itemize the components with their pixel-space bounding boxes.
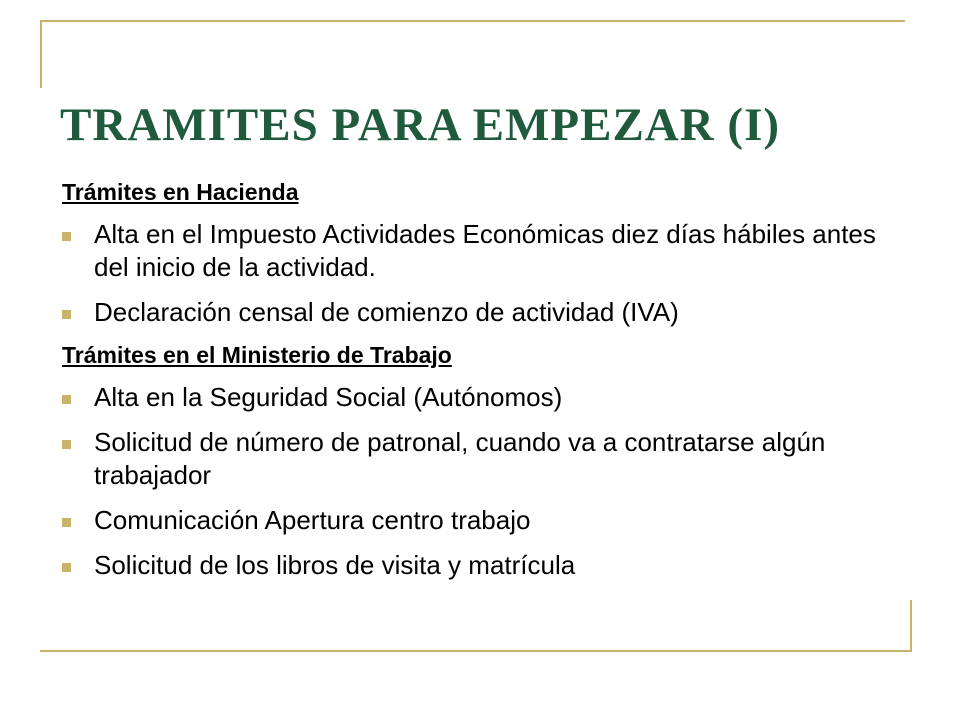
bottom-border-line xyxy=(40,650,912,652)
bullet-list-trabajo xyxy=(62,381,902,582)
list-item xyxy=(62,549,902,582)
section-heading-trabajo: Trámites en el Ministerio de Trabajo xyxy=(62,342,452,368)
list-item-text: Declaración censal de comienzo de actividad (IVA) xyxy=(94,297,679,327)
right-border-line xyxy=(910,600,912,652)
square-bullet-icon xyxy=(62,440,71,449)
slide-title: TRAMITES PARA EMPEZAR (I) xyxy=(60,99,781,151)
list-item xyxy=(62,381,902,414)
square-bullet-icon xyxy=(62,518,71,527)
list-item-text: Solicitud de los libros de visita y matrícula xyxy=(94,550,576,580)
square-bullet-icon xyxy=(62,310,71,319)
top-border-line xyxy=(40,20,905,22)
list-item-text: Alta en el Impuesto Actividades Económicas diez días hábiles antes del inicio de la actividad. xyxy=(94,219,876,282)
list-item xyxy=(62,426,902,492)
square-bullet-icon xyxy=(62,563,71,572)
slide-content xyxy=(62,178,902,594)
list-item-text: Solicitud de número de patronal, cuando va a contratarse algún trabajador xyxy=(94,427,826,490)
section-heading-hacienda: Trámites en Hacienda xyxy=(62,179,299,205)
list-item-text: Comunicación Apertura centro trabajo xyxy=(94,505,531,535)
square-bullet-icon xyxy=(62,232,71,241)
left-border-line xyxy=(40,20,42,88)
list-item xyxy=(62,296,902,329)
square-bullet-icon xyxy=(62,395,71,404)
list-item xyxy=(62,218,902,284)
list-item-text: Alta en la Seguridad Social (Autónomos) xyxy=(94,382,563,412)
bullet-list-hacienda xyxy=(62,218,902,329)
list-item xyxy=(62,504,902,537)
